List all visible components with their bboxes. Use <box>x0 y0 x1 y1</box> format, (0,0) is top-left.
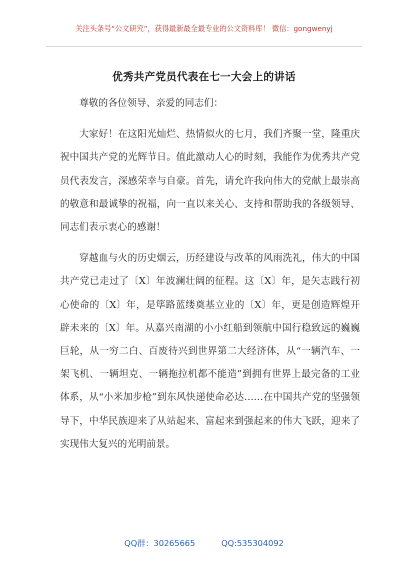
footer-qq: QQ:535304092 <box>221 538 284 548</box>
header-divider <box>46 46 362 47</box>
footer <box>0 538 408 549</box>
paragraph-2: 穿越血与火的历史烟云，历经建设与改革的风雨洗礼，伟大的中国共产党已走过了〔X〕年波澜壮阔的征程。这〔X〕年，是矢志践行初心使命的〔X〕年，是筚路蓝缕奠基立业的〔X〕年，更是创造辉煌开辟未来的〔X〕年。从嘉兴南湖的小小红船到领航中国行稳致远的巍巍巨轮，从一穷二白、百废待兴到世界第二大经济体，从“一辆汽车、一架飞机、一辆坦克、一辆拖拉机都不能造”到拥有世界上最完备的工业体系，从“小米加步枪”到东风快递使命必达……在中国共产党的坚强领导下，中华民族迎来了从站起来、富起来到强起来的伟大飞跃，迎来了实现伟大复兴的光明前景。 <box>60 253 360 450</box>
top-banner: 关注头条号“公文研究”，获得最新最全最专业的公文资料库！ 微信：gongwenyj <box>75 24 333 33</box>
footer-qq-group: QQ群：30265665 <box>124 538 196 548</box>
salutation: 尊敬的各位领导、亲爱的同志们： <box>79 98 224 109</box>
document-body <box>60 92 360 464</box>
document-title: 优秀共产党员代表在七一大会上的讲话 <box>112 71 296 83</box>
paragraph-1: 大家好！在这阳光灿烂、热情似火的七月，我们齐聚一堂，隆重庆祝中国共产党的光辉节日。值此激动人心的时刻，我能作为优秀共产党员代表发言，深感荣幸与自豪。首先，请允许我向伟大的党献上最崇高的敬意和最诚挚的祝福，向一直以来关心、支持和帮助我的各级领导、同志们表示衷心的感谢！ <box>60 129 360 234</box>
